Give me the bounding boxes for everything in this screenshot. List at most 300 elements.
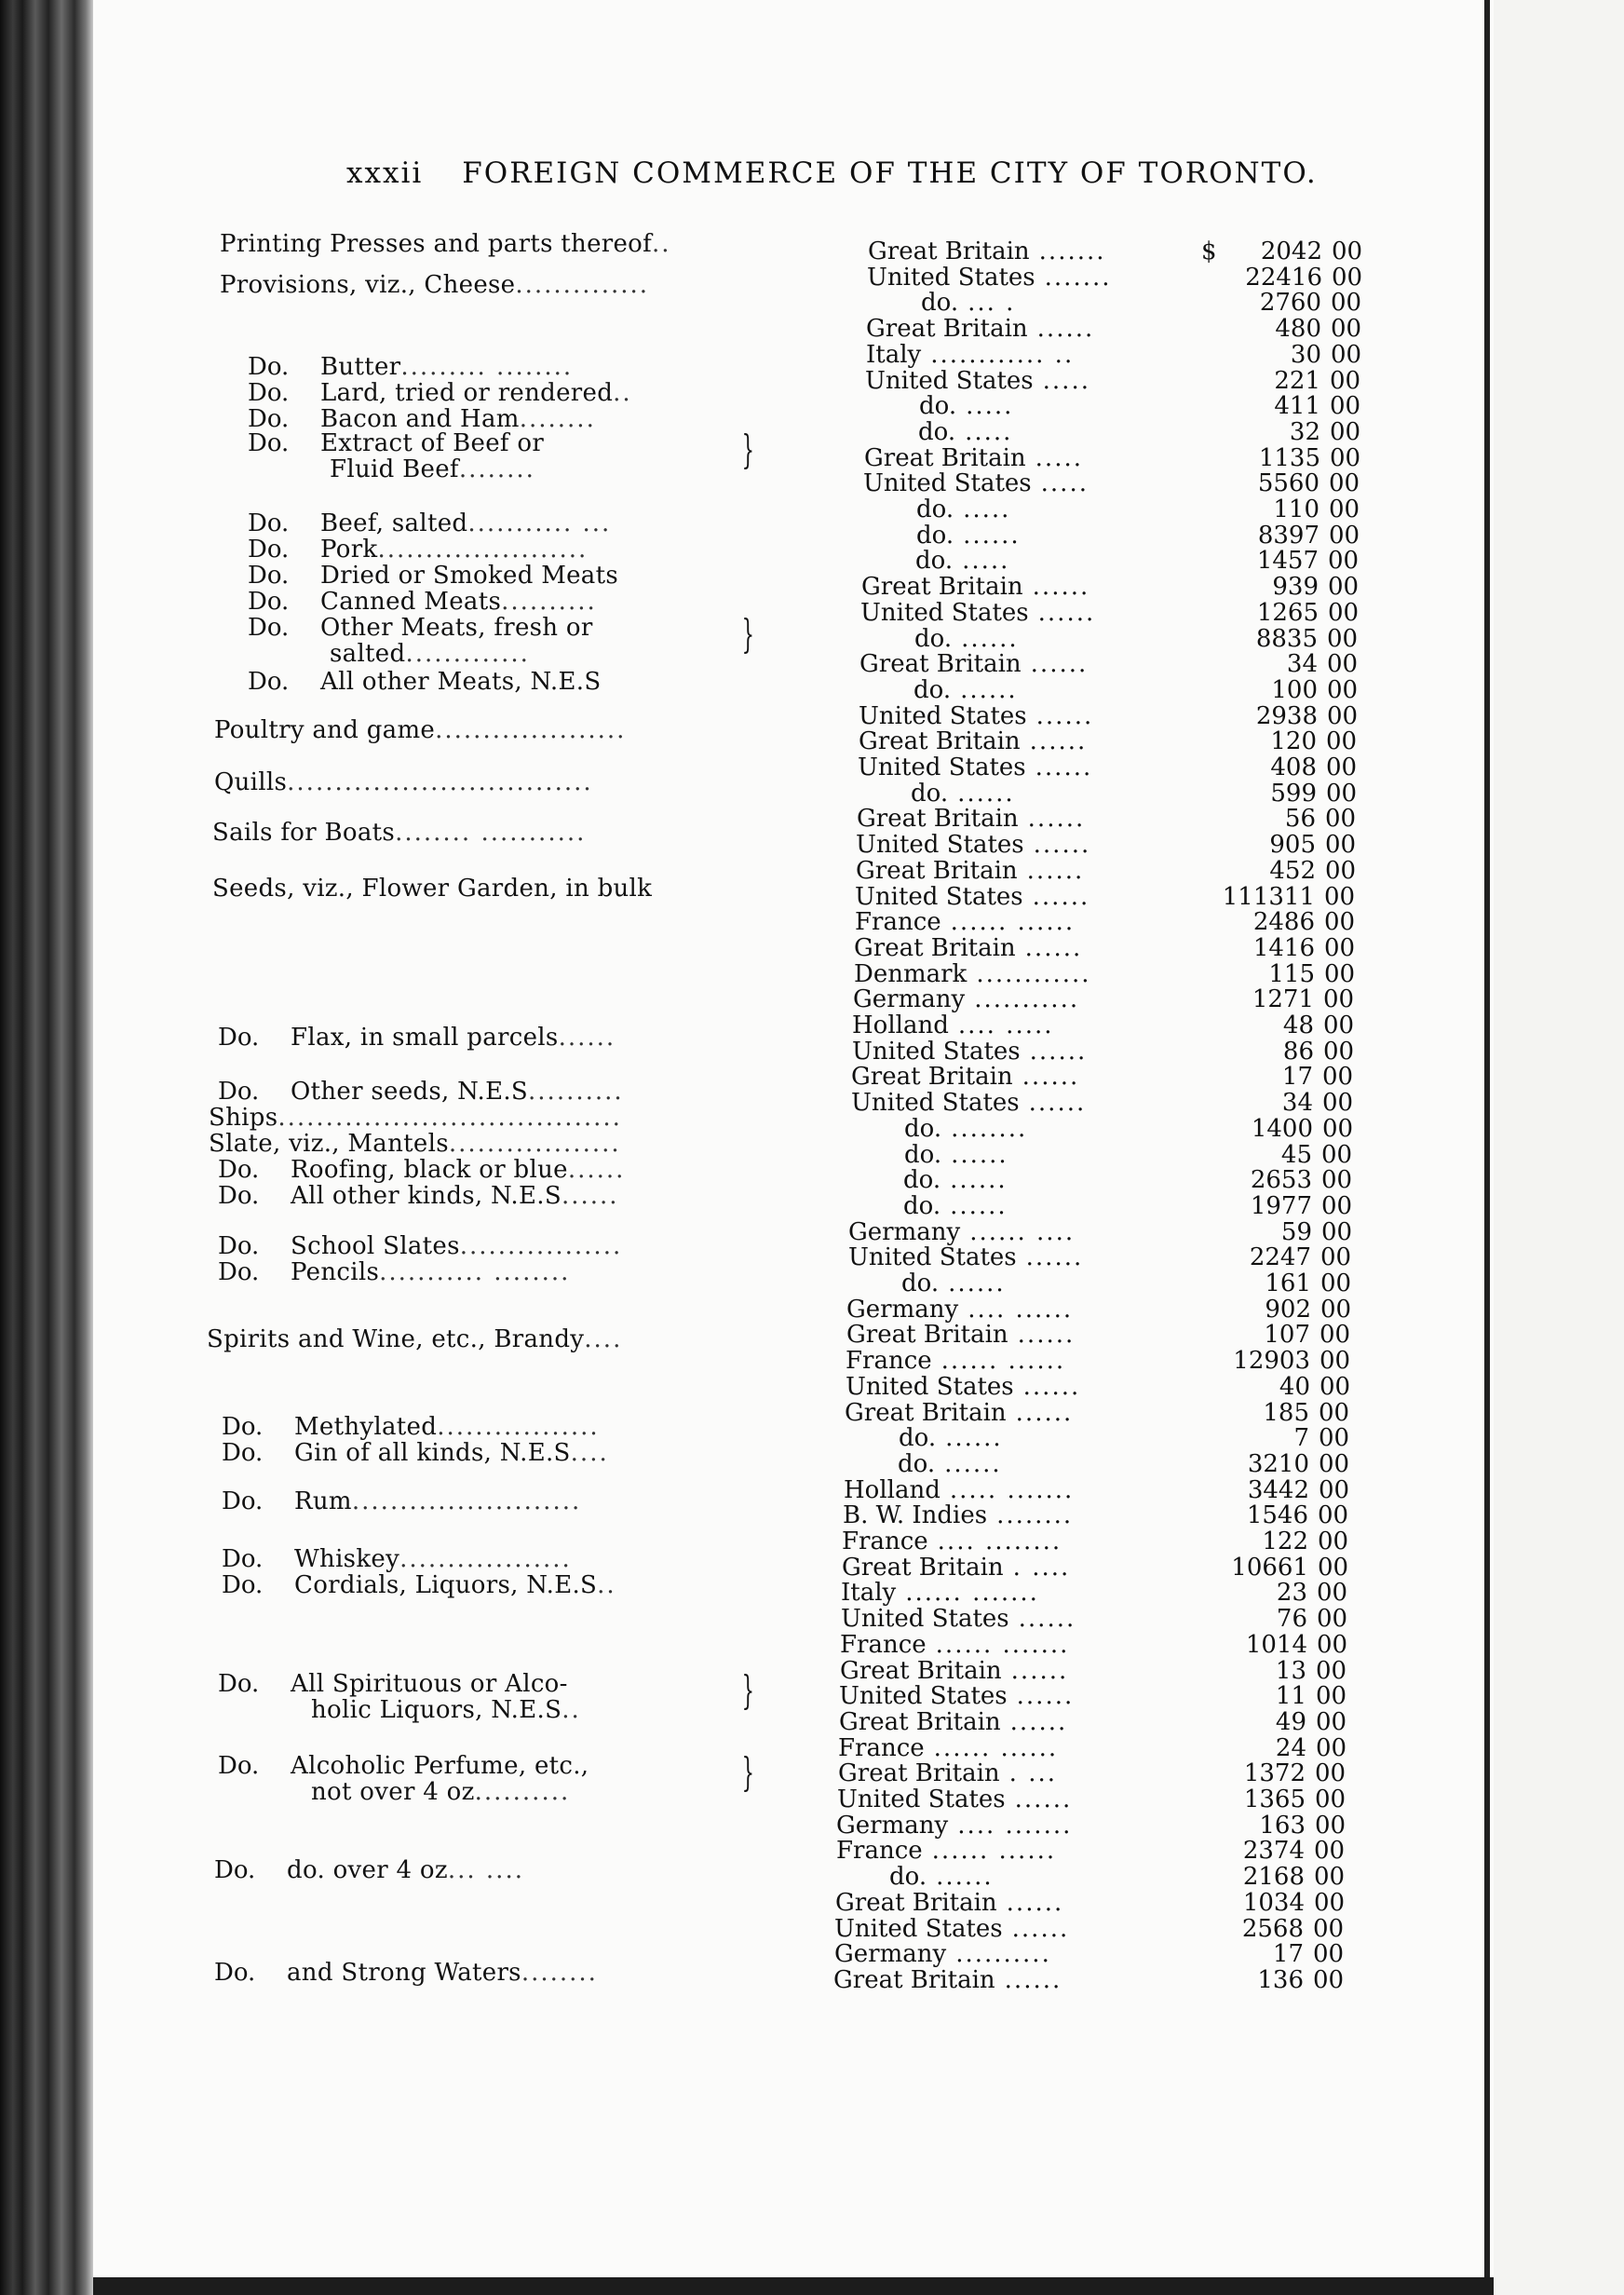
table-row [93,265,1490,291]
table-row [93,574,1490,600]
brace-glyph: } [741,1749,755,1795]
dot-leader: .................... [435,716,627,744]
table-row [93,1400,1490,1426]
amount-cents: 00 [1331,341,1362,369]
amount-cents: 00 [1326,754,1358,781]
amount-dollars: 1372 [1243,1759,1306,1787]
dot-leader: .......... [955,1940,1051,1968]
description-text: Extract of Beef or [320,429,545,457]
amount-cents: 00 [1320,1270,1352,1297]
dot-leader: ..... ....... [949,1476,1075,1504]
dot-leader: ...... [1015,1399,1074,1427]
ditto-label: Do. [248,405,290,433]
amount-cents: 00 [1315,1812,1347,1840]
page-title: FOREIGN COMMERCE OF THE CITY OF TORONTO. [462,156,1318,190]
amount-cents: 00 [1325,857,1357,885]
country-name: Great Britain [839,1708,1001,1736]
dot-leader: ...... ...... [950,908,1076,936]
amount-cents: 00 [1313,1915,1345,1943]
country-name: United States [841,1605,1009,1633]
country-cell [842,1555,1070,1581]
table-row [93,1555,1490,1581]
country-name: do. [889,1863,927,1891]
country-cell [914,677,1018,703]
country-cell [845,1400,1073,1426]
dot-leader: ...... [1032,883,1090,911]
country-cell [853,986,1079,1012]
amount-dollars: 185 [1263,1399,1309,1427]
amount-cents: 00 [1321,1192,1353,1220]
amount-dollars: 1265 [1256,599,1319,627]
table-row [93,1425,1490,1451]
description-text: Sails for Boats [212,819,396,847]
country-cell [854,961,1091,987]
dot-leader: ....... [1044,264,1112,292]
country-name: United States [848,1243,1017,1271]
country-cell [852,1039,1087,1065]
country-name: Germany [853,985,966,1013]
ditto-label: Do. [248,509,290,537]
country-cell [855,909,1075,935]
amount-dollars: 411 [1274,392,1320,420]
country-name: Great Britain [842,1554,1004,1582]
amount-dollars: 17 [1281,1063,1313,1091]
amount-dollars: 32 [1289,418,1320,446]
dot-leader: ........ ........... [395,819,587,847]
country-cell [918,419,1012,445]
amount-dollars: 1457 [1256,547,1319,575]
table-row [93,523,1490,549]
amount-cents: 00 [1316,1734,1347,1762]
amount-cents: 00 [1313,1966,1345,1994]
table-row [93,1735,1490,1761]
table-row [93,368,1490,394]
ditto-label: Do. [248,614,290,642]
table-row [93,1167,1490,1193]
country-name: Germany [848,1218,961,1246]
amount-dollars: 22416 [1245,264,1322,292]
description-text: not over 4 oz [311,1778,475,1806]
amount-cents: 00 [1326,780,1358,808]
table-row [93,1451,1490,1477]
amount-cents: 00 [1324,934,1356,962]
country-cell [838,1760,1057,1786]
country-cell [851,1064,1079,1090]
dot-leader: ...... [1018,1605,1076,1633]
dot-leader: ...... [1035,754,1093,781]
amount-cents: 00 [1332,264,1363,292]
table-row [93,728,1490,754]
country-cell [868,238,1106,265]
ditto-label: Do. [218,1156,260,1184]
dot-leader: ...... ...... [941,1347,1066,1375]
country-name: Great Britain [833,1966,995,1994]
dot-leader: ...... [963,522,1021,550]
dot-leader: ........ [996,1501,1074,1529]
dot-leader: ..... [965,418,1013,446]
country-name: do. [911,780,949,808]
table-row [93,935,1490,961]
country-name: Great Britain [868,238,1030,265]
amount-dollars: 76 [1276,1605,1307,1633]
description-text: Canned Meats [320,588,502,616]
country-name: United States [856,831,1024,859]
country-name: Great Britain [859,650,1022,678]
amount-dollars: 1977 [1250,1192,1312,1220]
country-cell [916,496,1010,523]
table-row [93,1116,1490,1142]
country-name: do. [921,289,959,317]
country-cell [837,1786,1072,1813]
dot-leader: ...... [1028,1089,1087,1117]
ditto-label: Do. [248,353,290,381]
country-name: United States [855,883,1023,911]
table-row [93,754,1490,781]
ditto-label: Do. [218,1752,260,1780]
dot-leader: ..... [1042,367,1090,395]
dot-leader: ..... [962,547,1010,575]
ditto-label: Do. [222,1413,264,1441]
dot-leader: .. [652,230,671,258]
amount-dollars: 40 [1279,1373,1310,1401]
amount-dollars: 7 [1293,1424,1309,1452]
ditto-label: Do. [222,1487,264,1515]
dot-leader: ...... [1037,599,1096,627]
description-text: Lard, tried or rendered [320,379,614,407]
amount-cents: 00 [1324,908,1356,936]
country-name: United States [865,367,1034,395]
amount-cents: 00 [1316,1682,1347,1710]
amount-cents: 00 [1322,1063,1354,1091]
country-cell [903,1167,1008,1193]
table-row [93,1374,1490,1400]
amount-dollars: 8397 [1257,522,1320,550]
dot-leader: ............. [405,640,530,668]
country-name: Great Britain [864,444,1026,472]
table-row [93,238,1490,265]
table-row [93,1219,1490,1245]
amount-dollars: 2568 [1241,1915,1304,1943]
dot-leader: ..... [963,496,1011,523]
amount-dollars: 480 [1275,315,1321,343]
dot-leader: .... ....... [957,1812,1073,1840]
dot-leader: ...... [1014,1786,1073,1813]
table-row [93,1632,1490,1658]
amount-cents: 00 [1322,1115,1354,1143]
country-name: Germany [836,1812,949,1840]
table-row [93,1322,1490,1348]
amount-dollars: 13 [1275,1657,1306,1685]
country-cell [834,1941,1051,1967]
amount-dollars: 2938 [1255,702,1318,730]
country-cell [840,1632,1069,1658]
amount-dollars: 136 [1257,1966,1304,1994]
description-text: Slate, viz., Mantels [209,1130,449,1158]
dot-leader: ...... ...... [933,1734,1059,1762]
dot-leader: ...... [1022,1373,1081,1401]
description-text: Bacon and Ham [320,405,520,433]
table-row [93,1477,1490,1503]
page [93,0,1496,2277]
table-row [93,1786,1490,1813]
description-text: Pencils [291,1258,380,1286]
country-cell [898,1451,1002,1477]
ditto-label: Do. [222,1545,264,1573]
dot-leader: ..... [966,392,1014,420]
table-row [93,1658,1490,1684]
description-text: Beef, salted [320,509,468,537]
page-number: xxxii [346,156,424,190]
table-row [93,986,1490,1012]
dot-leader: ..... [1035,444,1083,472]
country-cell [860,600,1095,626]
table-row [93,1580,1490,1606]
amount-cents: 00 [1320,1373,1351,1401]
description-text: All other kinds, N.E.S [291,1182,562,1210]
page-edge-shadow [1484,0,1490,2295]
dot-leader: ...... [1027,805,1086,833]
dot-leader: ...... [957,780,1015,808]
dot-leader: ...... ....... [905,1579,1039,1607]
dot-leader: ........... ........ [379,1258,571,1286]
ditto-label: Do. [218,1670,260,1698]
country-cell [866,342,1074,368]
country-cell [836,1813,1072,1839]
country-name: Great Britain [861,573,1023,601]
country-name: France [846,1347,932,1375]
dot-leader: ...... [1004,1966,1062,1994]
amount-cents: 00 [1322,1089,1354,1117]
dot-leader: ...... [1030,650,1089,678]
table-row [93,1090,1490,1116]
country-cell [842,1528,1062,1555]
country-cell [859,651,1088,677]
table-row [93,419,1490,445]
description-text: holic Liquors, N.E.S [311,1696,562,1724]
description-text: Fluid Beef [330,455,459,483]
table-row [93,677,1490,703]
dot-leader: ...... [1010,1657,1069,1685]
description-text: Flax, in small parcels [291,1024,559,1052]
country-name: do. [915,547,954,575]
ditto-label: Do. [214,1856,256,1884]
amount-dollars: 120 [1270,727,1317,755]
dot-leader: ...... [1006,1889,1064,1917]
amount-cents: 00 [1319,1424,1350,1452]
amount-dollars: 2374 [1242,1837,1305,1865]
dot-leader: .... [584,1325,623,1353]
country-name: United States [860,599,1029,627]
country-cell [889,1864,994,1890]
description-text: Quills [214,768,288,796]
amount-cents: 00 [1313,1940,1345,1968]
ditto-label: Do. [214,1959,256,1987]
description-text: and Strong Waters [287,1959,521,1987]
country-cell [848,1219,1075,1245]
dot-leader: ...... [558,1024,616,1052]
amount-cents: 00 [1317,1605,1348,1633]
book-spine [0,0,98,2295]
amount-dollars: 3210 [1247,1450,1309,1478]
dot-leader: .. [562,1696,581,1724]
brace-glyph: } [741,1667,755,1713]
country-name: Great Britain [859,727,1021,755]
table-row [93,290,1490,316]
country-name: Great Britain [866,315,1028,343]
country-name: do. [903,1166,941,1194]
dot-leader: .......... [501,588,597,616]
country-name: do. [916,496,954,523]
country-cell [851,1090,1086,1116]
amount-dollars: 86 [1282,1038,1314,1066]
description-text: Ships [209,1104,278,1132]
amount-dollars: 2042 [1260,238,1322,265]
dot-leader: .......... [528,1078,624,1106]
amount-cents: 00 [1317,1631,1348,1659]
amount-cents: 00 [1326,727,1358,755]
amount-dollars: 1400 [1251,1115,1313,1143]
country-name: Germany [846,1296,959,1324]
country-name: Germany [834,1940,947,1968]
dot-leader: ...... [561,1182,619,1210]
country-cell [903,1193,1008,1219]
dot-leader: ...... [1029,727,1088,755]
dot-leader: .. [613,379,632,407]
country-cell [836,1838,1056,1864]
country-cell [864,445,1083,471]
amount-dollars: 48 [1282,1012,1314,1039]
country-cell [866,316,1094,342]
country-name: Great Britain [845,1399,1007,1427]
amount-dollars: 1271 [1252,985,1314,1013]
country-name: do. [901,1270,940,1297]
table-row [93,1606,1490,1632]
dot-leader: ................. [437,1413,600,1441]
country-cell [911,781,1015,807]
country-cell [846,1297,1073,1323]
dot-leader: ...... [1032,573,1090,601]
ditto-label: Do. [222,1439,264,1467]
amount-cents: 00 [1321,1218,1353,1246]
table-row [93,961,1490,987]
table-row [93,393,1490,419]
country-cell [857,806,1085,832]
table-row [93,1039,1490,1065]
amount-dollars: 100 [1271,676,1318,704]
country-name: Great Britain [846,1321,1008,1349]
amount-dollars: 30 [1290,341,1321,369]
amount-cents: 00 [1328,573,1360,601]
country-cell [843,1502,1073,1528]
amount-dollars: 161 [1265,1270,1311,1297]
description-text: Spirits and Wine, etc., Brandy [207,1325,585,1353]
country-name: United States [851,1089,1020,1117]
description-text: Whiskey [294,1545,400,1573]
country-name: Great Britain [835,1889,997,1917]
country-name: United States [837,1786,1006,1813]
dot-leader: ........... [974,985,1080,1013]
country-name: Great Britain [851,1063,1013,1091]
amount-cents: 00 [1319,1399,1350,1427]
table-row [93,884,1490,910]
country-cell [838,1735,1058,1761]
description-text: Cordials, Liquors, N.E.S [294,1571,598,1599]
country-cell [916,523,1021,549]
country-cell [867,265,1112,291]
dot-leader: .................. [399,1545,572,1573]
country-cell [854,935,1082,961]
table-row [93,858,1490,884]
country-name: United States [834,1915,1003,1943]
amount-dollars: 939 [1272,573,1319,601]
dot-leader: ...... [567,1156,626,1184]
amount-cents: 00 [1320,1296,1352,1324]
country-cell [904,1142,1008,1168]
amount-cents: 00 [1324,883,1356,911]
table-row [93,1142,1490,1168]
description-text: salted [330,640,406,668]
country-name: United States [839,1682,1008,1710]
description-text: Alcoholic Perfume, etc., [291,1752,589,1780]
amount-cents: 00 [1314,1889,1346,1917]
country-name: Italy [866,341,922,369]
amount-dollars: 115 [1268,960,1315,988]
amount-dollars: 2247 [1249,1243,1311,1271]
description-text: Other Meats, fresh or [320,614,593,642]
table-row [93,1193,1490,1219]
description-text: Provisions, viz., Cheese [220,271,516,299]
amount-cents: 00 [1330,418,1361,446]
country-name: B. W. Indies [843,1501,988,1529]
dot-leader: ...... [1022,1063,1080,1091]
amount-cents: 00 [1330,367,1361,395]
amount-dollars: 1365 [1243,1786,1306,1813]
amount-dollars: 11 [1275,1682,1306,1710]
amount-cents: 00 [1318,1501,1349,1529]
country-cell [841,1580,1039,1606]
country-cell [846,1374,1080,1400]
amount-dollars: 599 [1270,780,1317,808]
table-row [93,1244,1490,1270]
country-cell [846,1322,1075,1348]
country-name: do. [899,1424,937,1452]
table-row [93,781,1490,807]
table-row [93,1502,1490,1528]
amount-cents: 00 [1330,444,1361,472]
country-name: Great Britain [840,1657,1002,1685]
table-row [93,909,1490,935]
amount-cents: 00 [1328,599,1360,627]
amount-cents: 00 [1317,1579,1348,1607]
dot-leader: ...... [945,1424,1003,1452]
country-name: do. [919,392,957,420]
amount-dollars: 1416 [1252,934,1315,962]
amount-cents: 00 [1319,1450,1350,1478]
table-row [93,316,1490,342]
country-cell [856,858,1084,884]
table-row [93,342,1490,368]
dot-leader: ................. [459,1232,623,1260]
dot-leader: ... .... [447,1856,524,1884]
amount-cents: 00 [1329,496,1360,523]
amount-cents: 00 [1327,676,1359,704]
dot-leader: ...... [1029,1038,1088,1066]
dot-leader: ................................ [287,768,593,796]
amount-cents: 00 [1330,392,1361,420]
country-name: Italy [841,1579,897,1607]
country-name: do. [903,1192,941,1220]
amount-dollars: 8835 [1255,625,1318,653]
